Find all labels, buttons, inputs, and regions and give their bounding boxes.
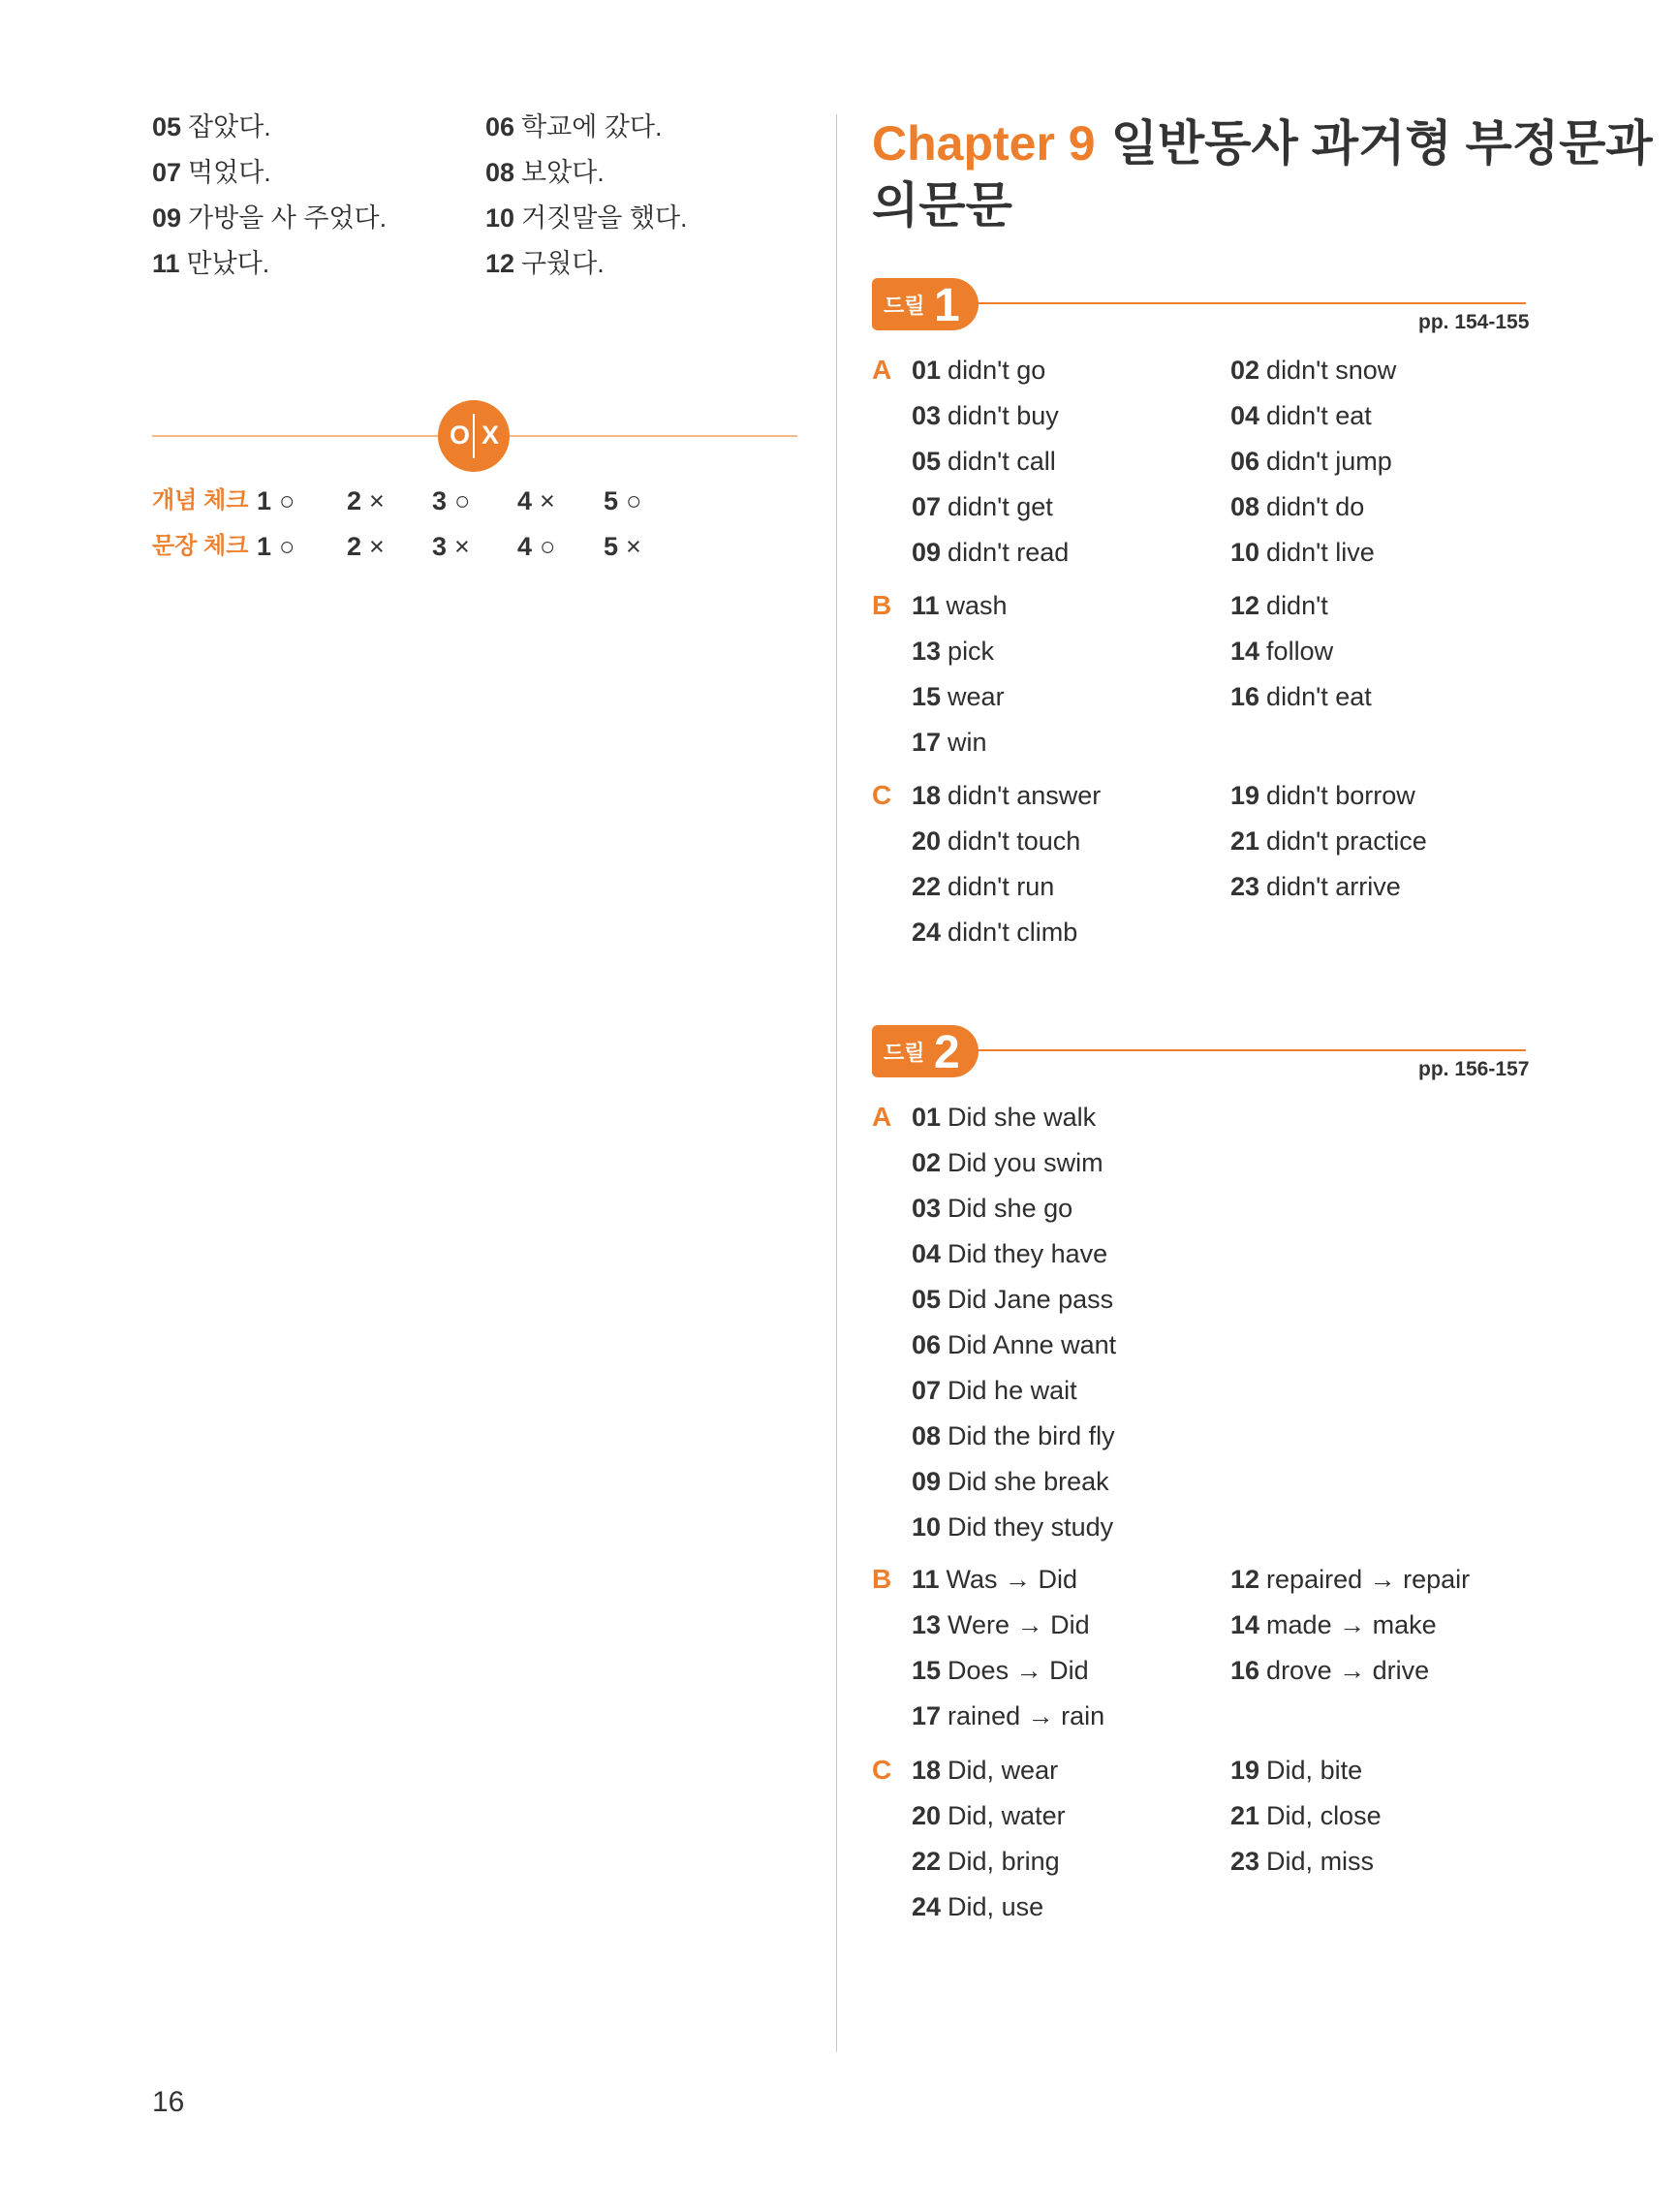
sentence-check-label: 문장 체크 [152,533,249,559]
answer-item: 21 Did, close [1230,1801,1382,1830]
answer-item: 06 Did Anne want [912,1330,1117,1359]
answer-item: 05 didn't call [912,447,1056,476]
answer-item: 12 didn't [1230,591,1328,620]
answer-item: 23 Did, miss [1230,1847,1375,1876]
answer-item: 04 didn't eat [1230,401,1372,430]
chapter-label: Chapter 9 [872,116,1096,171]
concept-check-item: 5 ○ [604,486,642,515]
ox-o-label: O [450,421,471,450]
ox-x-label: X [482,421,500,450]
answer-item: 03 Did she go [912,1194,1073,1223]
chapter-title-line2: 의문문 [872,178,1012,233]
answer-item: 08 didn't do [1230,492,1365,521]
answer-item: 16 drove → drive [1230,1656,1430,1685]
answer-item: 22 Did, bring [912,1847,1060,1876]
page-number: 16 [152,2086,185,2118]
concept-check-item: 4 × [517,486,555,515]
answer-item: 18 didn't answer [912,781,1102,810]
answer-item: 06 didn't jump [1230,447,1392,476]
sentence-check-item: 1 ○ [257,532,295,561]
answer-item: 20 Did, water [912,1801,1066,1830]
concept-check-item: 3 ○ [432,486,471,515]
answer-item: 08 보았다. [485,158,605,187]
answer-item: 10 didn't live [1230,538,1375,567]
answer-item: 20 didn't touch [912,826,1081,856]
sentence-check-item: 4 ○ [517,532,556,561]
answer-item: 07 먹었다. [152,158,271,187]
answer-item: 10 거짓말을 했다. [485,203,688,233]
answer-item: 24 didn't climb [912,918,1078,947]
answer-item: 04 Did they have [912,1239,1108,1268]
answer-item: 09 가방을 사 주었다. [152,203,388,233]
answer-item: 24 Did, use [912,1892,1044,1921]
drill2-rule [977,1049,1526,1051]
answer-item: 21 didn't practice [1230,826,1427,856]
concept-check-label: 개념 체크 [152,487,249,514]
chapter-title-line1: 일반동사 과거형 부정문과 [1110,116,1653,171]
answer-item: 06 학교에 갔다. [485,112,663,141]
ox-badge [438,400,510,472]
answer-item: 07 Did he wait [912,1376,1077,1405]
section-letter: B [872,1564,892,1594]
answer-item: 23 didn't arrive [1230,872,1401,901]
answer-item: 08 Did the bird fly [912,1421,1115,1450]
column-divider [836,114,837,2052]
drill2-pages: pp. 156-157 [1418,1058,1530,1080]
answer-item: 02 Did you swim [912,1148,1103,1177]
answer-item: 22 didn't run [912,872,1055,901]
sentence-check-item: 5 × [604,532,641,561]
drill2-badge: 드릴 2 [872,1025,979,1077]
drill1-rule [977,302,1526,304]
section-letter: A [872,355,892,385]
answer-item: 11 Was → Did [912,1565,1078,1594]
ox-separator [473,414,475,458]
drill1-pages: pp. 154-155 [1418,311,1530,333]
sentence-check-item: 3 × [432,532,470,561]
answer-item: 19 didn't borrow [1230,781,1415,810]
answer-item: 18 Did, wear [912,1756,1059,1785]
section-letter: C [872,780,892,810]
section-letter: B [872,590,892,620]
answer-item: 13 pick [912,637,995,666]
concept-check-item: 2 × [347,486,385,515]
answer-item: 05 잡았다. [152,112,271,141]
answer-item: 03 didn't buy [912,401,1059,430]
answer-item: 12 구웠다. [485,249,605,278]
answer-item: 01 didn't go [912,356,1046,385]
answer-item: 09 Did she break [912,1467,1109,1496]
answer-item: 13 Were → Did [912,1610,1090,1639]
answer-item: 19 Did, bite [1230,1756,1363,1785]
concept-check-item: 1 ○ [257,486,295,515]
answer-item: 11 만났다. [152,249,270,278]
answer-item: 17 rained → rain [912,1701,1105,1730]
answer-item: 09 didn't read [912,538,1070,567]
answer-item: 15 Does → Did [912,1656,1089,1685]
answer-item: 16 didn't eat [1230,682,1372,711]
answer-item: 17 win [912,728,987,757]
answer-item: 02 didn't snow [1230,356,1397,385]
answer-item: 01 Did she walk [912,1103,1097,1132]
answer-item: 05 Did Jane pass [912,1285,1114,1314]
answer-item: 15 wear [912,682,1005,711]
answer-item: 12 repaired → repair [1230,1565,1471,1594]
sentence-check-item: 2 × [347,532,385,561]
answer-item: 07 didn't get [912,492,1053,521]
chapter-title [872,112,1653,174]
section-letter: A [872,1102,892,1132]
answer-item: 11 wash [912,591,1008,620]
drill1-badge: 드릴 1 [872,278,979,330]
answer-item: 10 Did they study [912,1512,1114,1542]
section-letter: C [872,1755,892,1785]
answer-item: 14 made → make [1230,1610,1437,1639]
answer-item: 14 follow [1230,637,1334,666]
